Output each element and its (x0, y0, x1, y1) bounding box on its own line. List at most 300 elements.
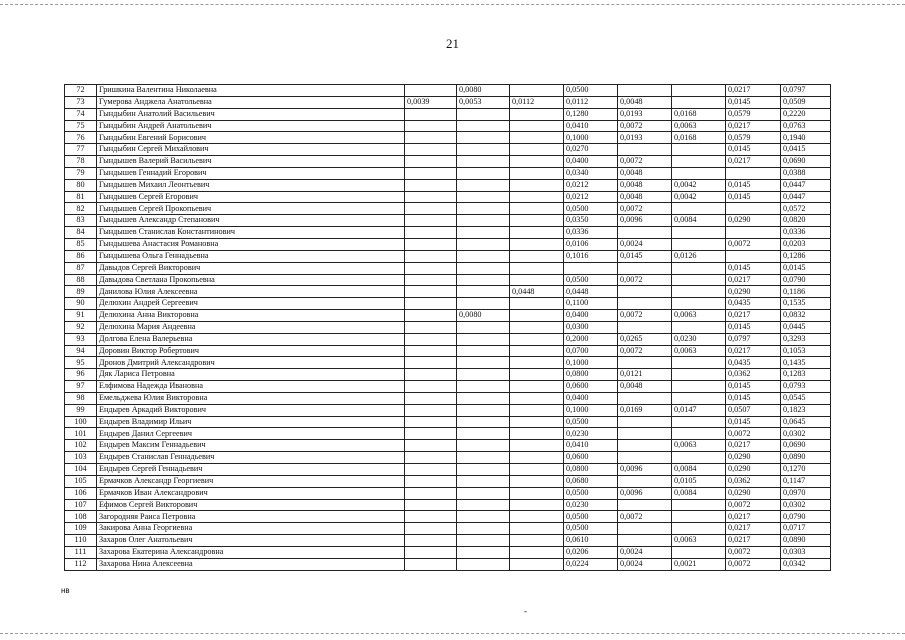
value-c6-cell (672, 298, 726, 310)
value-c5-cell: 0,0048 (618, 179, 672, 191)
row-total-cell: 0,0572 (781, 203, 831, 215)
value-c1-cell (405, 321, 457, 333)
value-c2-cell (457, 262, 510, 274)
person-name-cell: Ермачков Иван Александрович (97, 487, 405, 499)
value-c2-cell (457, 191, 510, 203)
value-c6-cell: 0,0126 (672, 250, 726, 262)
value-c1-cell (405, 227, 457, 239)
value-c7-cell: 0,0072 (726, 558, 781, 570)
row-total-cell: 0,1535 (781, 298, 831, 310)
value-c4-cell: 0,0500 (564, 85, 618, 97)
value-c6-cell: 0,0147 (672, 404, 726, 416)
person-name-cell: Закирова Анна Георгиевна (97, 523, 405, 535)
value-c4-cell: 0,0340 (564, 167, 618, 179)
value-c7-cell: 0,0145 (726, 96, 781, 108)
row-total-cell: 0,0790 (781, 274, 831, 286)
value-c1-cell (405, 120, 457, 132)
person-name-cell: Гындышев Станислав Константинович (97, 227, 405, 239)
value-c3-cell (510, 191, 564, 203)
value-c5-cell (618, 440, 672, 452)
value-c3-cell (510, 535, 564, 547)
value-c4-cell: 0,0230 (564, 499, 618, 511)
value-c1-cell (405, 85, 457, 97)
value-c1-cell (405, 144, 457, 156)
value-c6-cell (672, 262, 726, 274)
value-c2-cell (457, 132, 510, 144)
value-c5-cell (618, 499, 672, 511)
row-number-cell: 111 (65, 546, 97, 558)
row-total-cell: 0,1186 (781, 286, 831, 298)
value-c2-cell (457, 392, 510, 404)
value-c7-cell: 0,0579 (726, 132, 781, 144)
value-c1-cell (405, 499, 457, 511)
value-c1-cell: 0,0039 (405, 96, 457, 108)
value-c1-cell (405, 523, 457, 535)
value-c2-cell (457, 381, 510, 393)
row-total-cell: 0,0302 (781, 428, 831, 440)
value-c6-cell (672, 203, 726, 215)
value-c1-cell (405, 381, 457, 393)
row-total-cell: 0,0690 (781, 156, 831, 168)
value-c7-cell: 0,0072 (726, 499, 781, 511)
value-c7-cell: 0,0217 (726, 274, 781, 286)
row-number-cell: 100 (65, 416, 97, 428)
table-row (65, 392, 831, 404)
value-c6-cell (672, 523, 726, 535)
value-c2-cell (457, 475, 510, 487)
table-row (65, 310, 831, 322)
row-total-cell: 0,0717 (781, 523, 831, 535)
row-total-cell: 0,0203 (781, 238, 831, 250)
table-row (65, 523, 831, 535)
row-total-cell: 0,0415 (781, 144, 831, 156)
value-c2-cell (457, 428, 510, 440)
table-row (65, 535, 831, 547)
value-c5-cell (618, 535, 672, 547)
value-c5-cell (618, 452, 672, 464)
row-total-cell: 0,0820 (781, 215, 831, 227)
row-total-cell: 0,1940 (781, 132, 831, 144)
value-c4-cell: 0,1100 (564, 298, 618, 310)
value-c4-cell: 0,0300 (564, 321, 618, 333)
row-total-cell: 0,0763 (781, 120, 831, 132)
value-c5-cell (618, 227, 672, 239)
table-row (65, 381, 831, 393)
value-c1-cell (405, 558, 457, 570)
value-c7-cell: 0,0145 (726, 191, 781, 203)
value-c4-cell: 0,0800 (564, 464, 618, 476)
value-c2-cell (457, 369, 510, 381)
row-number-cell: 88 (65, 274, 97, 286)
value-c7-cell: 0,0435 (726, 357, 781, 369)
value-c7-cell: 0,0145 (726, 392, 781, 404)
value-c3-cell (510, 215, 564, 227)
value-c2-cell (457, 238, 510, 250)
value-c4-cell: 0,0500 (564, 487, 618, 499)
value-c7-cell: 0,0145 (726, 262, 781, 274)
row-number-cell: 110 (65, 535, 97, 547)
row-number-cell: 93 (65, 333, 97, 345)
value-c3-cell (510, 85, 564, 97)
row-number-cell: 108 (65, 511, 97, 523)
value-c3-cell (510, 487, 564, 499)
row-total-cell: 0,0690 (781, 440, 831, 452)
row-total-cell: 0,1823 (781, 404, 831, 416)
value-c2-cell (457, 108, 510, 120)
table-row (65, 298, 831, 310)
row-total-cell: 0,0302 (781, 499, 831, 511)
value-c7-cell: 0,0217 (726, 535, 781, 547)
value-c3-cell (510, 132, 564, 144)
person-name-cell: Гындыбин Анатолий Васильевич (97, 108, 405, 120)
value-c3-cell (510, 345, 564, 357)
value-c3-cell (510, 167, 564, 179)
value-c4-cell: 0,0212 (564, 191, 618, 203)
table-row (65, 546, 831, 558)
value-c1-cell (405, 156, 457, 168)
person-name-cell: Емельджева Юлия Викторовна (97, 392, 405, 404)
value-c3-cell (510, 250, 564, 262)
table-row (65, 487, 831, 499)
value-c2-cell (457, 416, 510, 428)
value-c5-cell: 0,0072 (618, 120, 672, 132)
person-name-cell: Елфимова Надежда Ивановна (97, 381, 405, 393)
row-total-cell: 0,0342 (781, 558, 831, 570)
row-total-cell: 0,0890 (781, 535, 831, 547)
person-name-cell: Делюхина Мария Андеевна (97, 321, 405, 333)
table-row (65, 191, 831, 203)
value-c1-cell (405, 203, 457, 215)
value-c1-cell (405, 546, 457, 558)
value-c4-cell: 0,0212 (564, 179, 618, 191)
value-c3-cell (510, 381, 564, 393)
value-c6-cell: 0,0063 (672, 120, 726, 132)
person-name-cell: Дронов Дмитрий Александрович (97, 357, 405, 369)
value-c7-cell: 0,0145 (726, 381, 781, 393)
person-name-cell: Давыдов Сергей Викторович (97, 262, 405, 274)
value-c2-cell (457, 333, 510, 345)
value-c5-cell: 0,0193 (618, 132, 672, 144)
value-c2-cell (457, 404, 510, 416)
row-number-cell: 78 (65, 156, 97, 168)
table-row (65, 238, 831, 250)
row-number-cell: 112 (65, 558, 97, 570)
row-number-cell: 102 (65, 440, 97, 452)
value-c2-cell (457, 215, 510, 227)
row-number-cell: 77 (65, 144, 97, 156)
row-total-cell: 0,0890 (781, 452, 831, 464)
value-c5-cell (618, 392, 672, 404)
row-total-cell: 0,1286 (781, 250, 831, 262)
value-c7-cell (726, 250, 781, 262)
value-c2-cell (457, 274, 510, 286)
value-c2-cell (457, 440, 510, 452)
person-name-cell: Гындышев Валерий Васильевич (97, 156, 405, 168)
value-c6-cell (672, 499, 726, 511)
value-c4-cell: 0,0600 (564, 381, 618, 393)
value-c4-cell: 0,0270 (564, 144, 618, 156)
value-c1-cell (405, 535, 457, 547)
footnote-mark: нв (61, 586, 70, 595)
row-total-cell: 0,1435 (781, 357, 831, 369)
value-c6-cell (672, 452, 726, 464)
value-c1-cell (405, 333, 457, 345)
person-name-cell: Дяк Лариса Петровна (97, 369, 405, 381)
person-name-cell: Давыдова Светлана Прокопьевна (97, 274, 405, 286)
value-c5-cell (618, 416, 672, 428)
value-c5-cell: 0,0072 (618, 156, 672, 168)
value-c3-cell (510, 238, 564, 250)
value-c3-cell (510, 333, 564, 345)
row-total-cell: 0,0545 (781, 392, 831, 404)
table-row (65, 440, 831, 452)
value-c6-cell: 0,0084 (672, 215, 726, 227)
value-c4-cell: 0,0206 (564, 546, 618, 558)
value-c7-cell: 0,0145 (726, 144, 781, 156)
value-c1-cell (405, 167, 457, 179)
person-name-cell: Захарова Нина Алексеевна (97, 558, 405, 570)
value-c4-cell: 0,1280 (564, 108, 618, 120)
person-name-cell: Гындышев Сергей Егорович (97, 191, 405, 203)
row-number-cell: 86 (65, 250, 97, 262)
value-c2-cell (457, 511, 510, 523)
row-total-cell: 0,0388 (781, 167, 831, 179)
value-c4-cell: 0,1000 (564, 132, 618, 144)
value-c1-cell (405, 310, 457, 322)
row-number-cell: 76 (65, 132, 97, 144)
value-c2-cell (457, 357, 510, 369)
person-name-cell: Гындышева Анастасия Романовна (97, 238, 405, 250)
row-number-cell: 79 (65, 167, 97, 179)
value-c1-cell (405, 416, 457, 428)
value-c3-cell (510, 203, 564, 215)
value-c1-cell (405, 298, 457, 310)
value-c1-cell (405, 132, 457, 144)
value-c5-cell: 0,0096 (618, 215, 672, 227)
value-c1-cell (405, 345, 457, 357)
value-c6-cell: 0,0042 (672, 179, 726, 191)
value-c3-cell (510, 262, 564, 274)
value-c7-cell: 0,0290 (726, 286, 781, 298)
value-c4-cell: 0,0680 (564, 475, 618, 487)
value-c5-cell: 0,0096 (618, 487, 672, 499)
value-c6-cell: 0,0168 (672, 108, 726, 120)
value-c5-cell (618, 357, 672, 369)
value-c3-cell (510, 321, 564, 333)
value-c2-cell: 0,0053 (457, 96, 510, 108)
value-c4-cell: 0,0230 (564, 428, 618, 440)
row-total-cell: 0,0832 (781, 310, 831, 322)
value-c1-cell (405, 369, 457, 381)
value-c7-cell: 0,0145 (726, 416, 781, 428)
row-total-cell: 0,0790 (781, 511, 831, 523)
value-c5-cell: 0,0265 (618, 333, 672, 345)
value-c6-cell (672, 392, 726, 404)
value-c5-cell (618, 321, 672, 333)
row-total-cell: 0,0970 (781, 487, 831, 499)
person-name-cell: Гындыбин Евгений Борисович (97, 132, 405, 144)
table-row (65, 144, 831, 156)
value-c1-cell (405, 179, 457, 191)
value-c1-cell (405, 286, 457, 298)
value-c7-cell: 0,0290 (726, 215, 781, 227)
value-c7-cell (726, 203, 781, 215)
table-row (65, 108, 831, 120)
row-number-cell: 98 (65, 392, 97, 404)
row-total-cell: 0,2220 (781, 108, 831, 120)
value-c7-cell: 0,0072 (726, 238, 781, 250)
value-c7-cell: 0,0217 (726, 120, 781, 132)
value-c5-cell: 0,0048 (618, 381, 672, 393)
value-c7-cell: 0,0217 (726, 345, 781, 357)
table-row (65, 404, 831, 416)
bottom-scan-edge (0, 633, 905, 634)
row-number-cell: 95 (65, 357, 97, 369)
table-row (65, 250, 831, 262)
value-c2-cell (457, 464, 510, 476)
person-name-cell: Ендырев Аркадий Викторович (97, 404, 405, 416)
table-row (65, 85, 831, 97)
value-c6-cell (672, 144, 726, 156)
value-c2-cell (457, 144, 510, 156)
value-c1-cell (405, 511, 457, 523)
value-c4-cell: 0,0700 (564, 345, 618, 357)
value-c7-cell: 0,0290 (726, 452, 781, 464)
value-c4-cell: 0,0610 (564, 535, 618, 547)
value-c6-cell (672, 227, 726, 239)
row-number-cell: 105 (65, 475, 97, 487)
value-c6-cell: 0,0063 (672, 310, 726, 322)
row-number-cell: 99 (65, 404, 97, 416)
value-c4-cell: 0,0410 (564, 440, 618, 452)
value-c4-cell: 0,0500 (564, 416, 618, 428)
value-c5-cell: 0,0072 (618, 345, 672, 357)
value-c2-cell (457, 167, 510, 179)
table-row (65, 475, 831, 487)
value-c2-cell: 0,0080 (457, 310, 510, 322)
row-number-cell: 104 (65, 464, 97, 476)
value-c5-cell: 0,0048 (618, 96, 672, 108)
value-c7-cell (726, 167, 781, 179)
table-row (65, 274, 831, 286)
value-c2-cell (457, 523, 510, 535)
table-row (65, 452, 831, 464)
value-c7-cell: 0,0217 (726, 511, 781, 523)
row-number-cell: 82 (65, 203, 97, 215)
person-name-cell: Гумерова Анджела Анатольевна (97, 96, 405, 108)
value-c2-cell (457, 156, 510, 168)
value-c1-cell (405, 357, 457, 369)
value-c7-cell: 0,0145 (726, 179, 781, 191)
person-name-cell: Гындышев Сергей Прокопьевич (97, 203, 405, 215)
value-c5-cell: 0,0121 (618, 369, 672, 381)
row-total-cell: 0,0336 (781, 227, 831, 239)
value-c6-cell (672, 167, 726, 179)
value-c2-cell (457, 535, 510, 547)
value-c6-cell (672, 286, 726, 298)
value-c1-cell (405, 262, 457, 274)
value-c7-cell: 0,0362 (726, 475, 781, 487)
value-c4-cell (564, 262, 618, 274)
value-c2-cell (457, 558, 510, 570)
value-c3-cell (510, 298, 564, 310)
value-c2-cell (457, 345, 510, 357)
value-c3-cell (510, 108, 564, 120)
value-c6-cell: 0,0084 (672, 487, 726, 499)
value-c7-cell: 0,0072 (726, 546, 781, 558)
table-row (65, 428, 831, 440)
value-c1-cell (405, 404, 457, 416)
value-c7-cell: 0,0290 (726, 464, 781, 476)
value-c7-cell (726, 227, 781, 239)
row-total-cell: 0,0509 (781, 96, 831, 108)
row-total-cell: 0,0645 (781, 416, 831, 428)
value-c2-cell: 0,0080 (457, 85, 510, 97)
row-number-cell: 80 (65, 179, 97, 191)
table-row (65, 203, 831, 215)
value-c6-cell (672, 546, 726, 558)
value-c3-cell: 0,0112 (510, 96, 564, 108)
value-c5-cell: 0,0048 (618, 191, 672, 203)
row-number-cell: 107 (65, 499, 97, 511)
value-c4-cell: 0,1016 (564, 250, 618, 262)
value-c7-cell: 0,0145 (726, 321, 781, 333)
value-c3-cell (510, 511, 564, 523)
value-c6-cell (672, 156, 726, 168)
value-c4-cell: 0,0500 (564, 203, 618, 215)
value-c3-cell (510, 310, 564, 322)
value-c4-cell: 0,0336 (564, 227, 618, 239)
value-c5-cell: 0,0072 (618, 511, 672, 523)
value-c3-cell (510, 357, 564, 369)
value-c2-cell (457, 452, 510, 464)
value-c3-cell (510, 440, 564, 452)
row-number-cell: 106 (65, 487, 97, 499)
value-c3-cell (510, 120, 564, 132)
row-total-cell: 0,1283 (781, 369, 831, 381)
person-name-cell: Захаров Олег Анатольевич (97, 535, 405, 547)
value-c7-cell: 0,0435 (726, 298, 781, 310)
row-number-cell: 83 (65, 215, 97, 227)
value-c4-cell: 0,0500 (564, 511, 618, 523)
row-number-cell: 84 (65, 227, 97, 239)
row-total-cell: 0,0445 (781, 321, 831, 333)
value-c4-cell: 0,0500 (564, 274, 618, 286)
row-number-cell: 92 (65, 321, 97, 333)
value-c6-cell (672, 274, 726, 286)
value-c1-cell (405, 392, 457, 404)
value-c3-cell (510, 404, 564, 416)
value-c1-cell (405, 440, 457, 452)
value-c5-cell: 0,0072 (618, 274, 672, 286)
value-c2-cell (457, 286, 510, 298)
value-c4-cell: 0,1000 (564, 404, 618, 416)
row-number-cell: 96 (65, 369, 97, 381)
person-name-cell: Долгова Елена Валерьевна (97, 333, 405, 345)
value-c4-cell: 0,0106 (564, 238, 618, 250)
value-c6-cell: 0,0063 (672, 535, 726, 547)
value-c4-cell: 0,0400 (564, 392, 618, 404)
table-row (65, 262, 831, 274)
table-row (65, 96, 831, 108)
value-c3-cell (510, 416, 564, 428)
row-number-cell: 91 (65, 310, 97, 322)
value-c3-cell (510, 523, 564, 535)
value-c7-cell: 0,0072 (726, 428, 781, 440)
value-c4-cell: 0,0400 (564, 156, 618, 168)
value-c5-cell (618, 144, 672, 156)
person-name-cell: Гындышева Ольга Геннадьевна (97, 250, 405, 262)
